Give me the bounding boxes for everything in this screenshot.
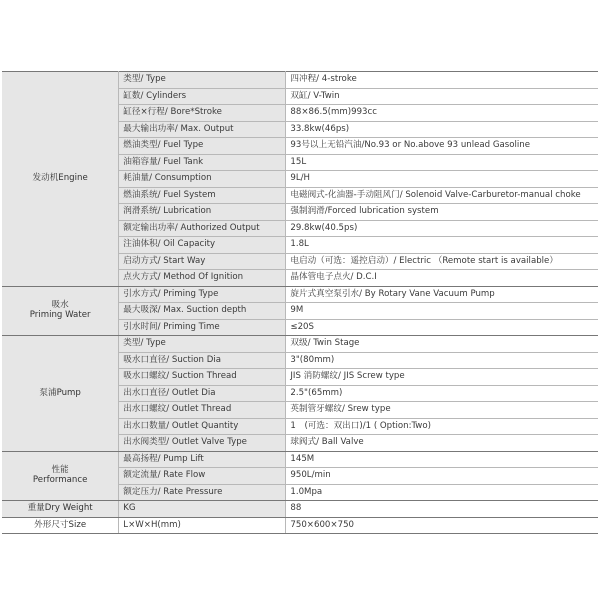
param-value: 9M [286,303,598,320]
param-value: 1 (可选：双出口)/1 ( Option:Two) [286,418,598,435]
param-label: 出水口数量/ Outlet Quantity [119,418,286,435]
param-value: 双缸/ V-Twin [286,88,598,105]
performance-group-label [2,451,119,501]
performance-group-label-cn: 性能 [51,465,69,476]
priming-group-label [2,286,119,336]
param-value: 9L/H [286,171,598,188]
param-label: 最大吸深/ Max. Suction depth [119,303,286,320]
priming-group-label-cn: 吸水 [51,300,69,311]
param-value: 球阀式/ Ball Valve [286,435,598,452]
param-value: 33.8kw(46ps) [286,121,598,138]
param-label: 燃油系统/ Fuel System [119,187,286,204]
param-label: 引水方式/ Priming Type [119,286,286,303]
param-label: 燃油类型/ Fuel Type [119,138,286,155]
param-label: 缸数/ Cylinders [119,88,286,105]
param-value: 晶体管电子点火/ D.C.I [286,270,598,287]
param-label: 耗油量/ Consumption [119,171,286,188]
param-label: 润滑系统/ Lubrication [119,204,286,221]
table-row [2,72,598,89]
spec-table [2,71,598,534]
param-value: 1.8L [286,237,598,254]
priming-group-label-en: Priming Water [29,309,91,320]
performance-group-label-en: Performance [32,474,88,485]
param-value: 15L [286,154,598,171]
table-row [2,286,598,303]
param-value: 电启动（可选：遥控启动）/ Electric （Remote start is available） [286,253,598,270]
param-value: JIS 消防螺纹/ JIS Screw type [286,369,598,386]
pump-group-label: 泵浦Pump [2,336,119,452]
param-value: 英制管牙螺纹/ Srew type [286,402,598,419]
param-value: 750×600×750 [286,517,598,534]
param-label: 类型/ Type [119,72,286,89]
param-label: 引水时间/ Priming Time [119,319,286,336]
param-value: 2.5"(65mm) [286,385,598,402]
param-value: ≤20S [286,319,598,336]
param-value: 88×86.5(mm)993cc [286,105,598,122]
param-value: 3"(80mm) [286,352,598,369]
param-label: 点火方式/ Method Of Ignition [119,270,286,287]
weight-group-label: 重量Dry Weight [2,501,119,518]
param-value: 88 [286,501,598,518]
param-value: 电磁阀式-化油器-手动阻风门/ Solenoid Valve-Carburetor-manual choke [286,187,598,204]
param-label: 缸径×行程/ Bore*Stroke [119,105,286,122]
param-label: 出水阀类型/ Outlet Valve Type [119,435,286,452]
param-value: 强制润滑/Forced lubrication system [286,204,598,221]
engine-group-label: 发动机Engine [2,72,119,287]
table-row [2,501,598,518]
param-label: 类型/ Type [119,336,286,353]
param-label: 额定压力/ Rate Pressure [119,484,286,501]
param-label: 吸水口螺纹/ Suction Thread [119,369,286,386]
param-label: 最高扬程/ Pump Lift [119,451,286,468]
param-value: 旋片式真空泵引水/ By Rotary Vane Vacuum Pump [286,286,598,303]
table-row [2,336,598,353]
param-label: 出水口螺纹/ Outlet Thread [119,402,286,419]
param-value: 145M [286,451,598,468]
param-label: 注油体积/ Oil Capacity [119,237,286,254]
param-label: KG [119,501,286,518]
table-row [2,451,598,468]
param-value: 双级/ Twin Stage [286,336,598,353]
param-label: 吸水口直径/ Suction Dia [119,352,286,369]
param-label: 额定输出功率/ Authorized Output [119,220,286,237]
param-label: 最大输出功率/ Max. Output [119,121,286,138]
param-value: 1.0Mpa [286,484,598,501]
param-label: 油箱容量/ Fuel Tank [119,154,286,171]
param-value: 四冲程/ 4-stroke [286,72,598,89]
param-label: 启动方式/ Start Way [119,253,286,270]
param-value: 950L/min [286,468,598,485]
param-label: 出水口直径/ Outlet Dia [119,385,286,402]
param-label: 额定流量/ Rate Flow [119,468,286,485]
size-group-label: 外形尺寸Size [2,517,119,534]
param-value: 29.8kw(40.5ps) [286,220,598,237]
param-label: L×W×H(mm) [119,517,286,534]
table-row [2,517,598,534]
param-value: 93号以上无铅汽油/No.93 or No.above 93 unlead Gasoline [286,138,598,155]
